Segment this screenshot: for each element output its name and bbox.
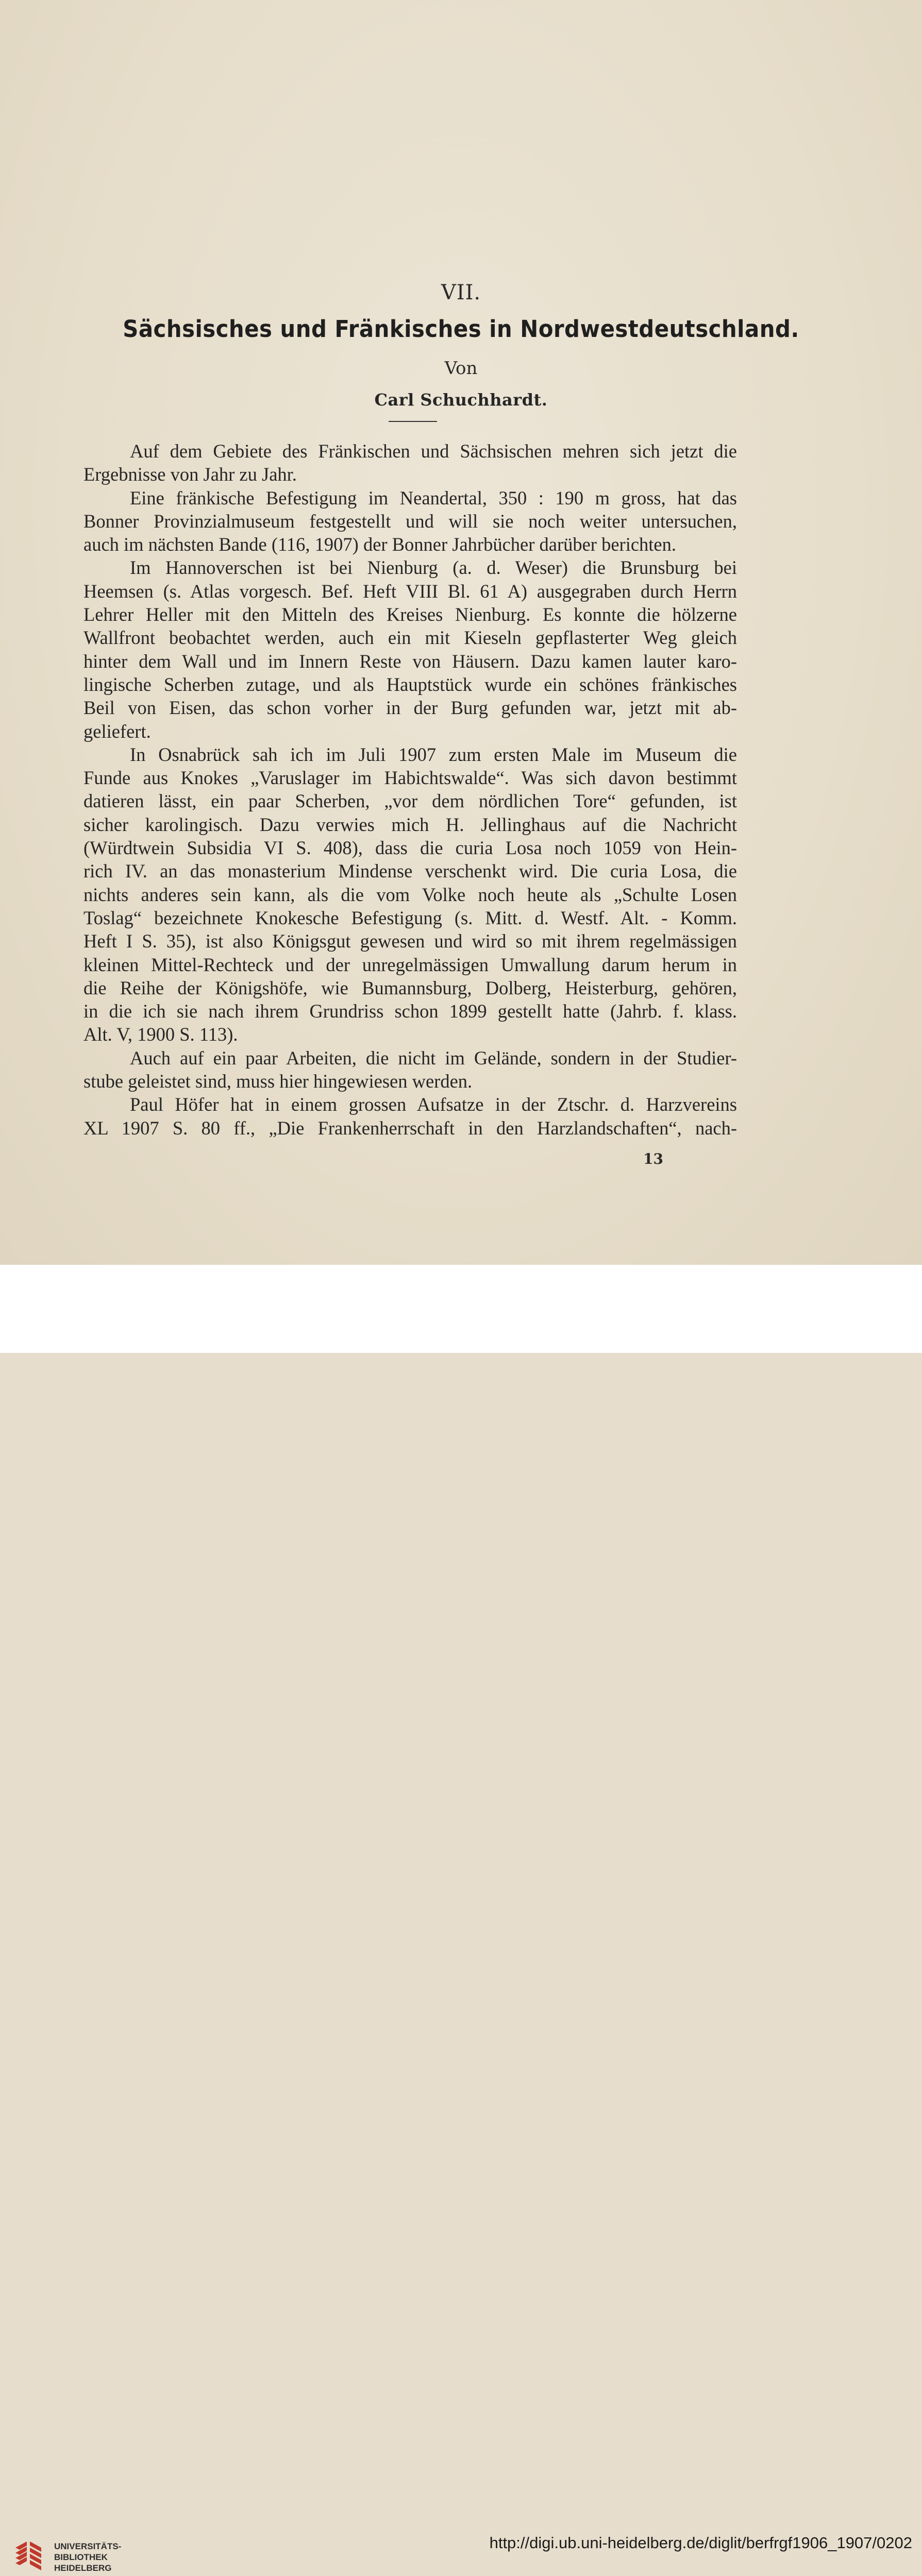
text-line: Funde aus Knokes „Varuslager im Habichtswalde“. Was sich davon bestimmt bbox=[83, 767, 737, 789]
chapter-number: VII. bbox=[441, 281, 481, 304]
text-line: Beil von Eisen, das schon vorher in der Burg gefunden war, jetzt mit ab- bbox=[83, 697, 737, 719]
library-name-line: BIBLIOTHEK bbox=[54, 2552, 108, 2562]
text-line: nichts anderes sein kann, als die vom Volke noch heute als „Schulte Losen bbox=[83, 884, 737, 905]
text-line: die Reihe der Königshöfe, wie Bumannsburg, Dolberg, Heisterburg, gehören, bbox=[83, 977, 737, 998]
text-line: Bonner Provinzialmuseum festgestellt und will sie noch weiter untersuchen, bbox=[83, 510, 737, 532]
body-text bbox=[83, 439, 737, 1140]
text-line: Lehrer Heller mit den Mitteln des Kreises Nienburg. Es konnte die hölzerne bbox=[83, 604, 737, 625]
text-line: kleinen Mittel-Rechteck und der unregelmässigen Umwallung darum herum in bbox=[83, 954, 737, 975]
footer-bar bbox=[0, 1265, 922, 2573]
text-line: XL 1907 S. 80 ff., „Die Frankenherrschaft in den Harzlandschaften“, nach- bbox=[83, 1117, 737, 1139]
author-name: Carl Schuchhardt. bbox=[374, 390, 548, 410]
text-line: lingische Scherben zutage, und als Hauptstück wurde ein schönes fränkisches bbox=[83, 673, 737, 695]
library-name-line: UNIVERSITÄTS- bbox=[54, 2541, 122, 2551]
byline: Von bbox=[444, 358, 478, 379]
text-line: Heemsen (s. Atlas vorgesch. Bef. Heft VIII Bl. 61 A) ausgegraben durch Herrn bbox=[83, 580, 737, 602]
text-line: Alt. V, 1900 S. 113). bbox=[83, 1024, 238, 1045]
text-line: Wallfront beobachtet werden, auch ein mit Kieseln gepflasterter Weg gleich bbox=[83, 627, 737, 649]
text-line: rich IV. an das monasterium Mindense verschenkt wird. Die curia Losa, die bbox=[83, 860, 737, 882]
text-line: Toslag“ bezeichnete Knokesche Befestigung (s. Mitt. d. Westf. Alt. - Komm. bbox=[83, 907, 737, 928]
library-name bbox=[54, 2541, 121, 2573]
article-title: Sächsisches und Fränkisches in Nordwestdeutschland. bbox=[123, 315, 799, 343]
text-line: stube geleistet sind, muss hier hingewiesen werden. bbox=[83, 1071, 473, 1092]
text-line: Ergebnisse von Jahr zu Jahr. bbox=[83, 464, 297, 485]
text-line: Eine fränkische Befestigung im Neandertal, 350 : 190 m gross, hat das bbox=[130, 487, 737, 509]
text-line: (Würdtwein Subsidia VI S. 408), dass die curia Losa noch 1059 von Hein- bbox=[83, 837, 737, 859]
text-line: Auch auf ein paar Arbeiten, die nicht im Gelände, sondern in der Studier- bbox=[130, 1047, 737, 1069]
library-logo-icon bbox=[11, 2532, 49, 2576]
text-line: hinter dem Wall und im Innern Reste von Häusern. Dazu kamen lauter karo- bbox=[83, 650, 737, 672]
text-line: In Osnabrück sah ich im Juli 1907 zum ersten Male im Museum die bbox=[130, 743, 737, 765]
text-line: geliefert. bbox=[83, 720, 151, 742]
text-line: Heft I S. 35), ist also Königsgut gewesen und wird so mit ihrem regelmässigen bbox=[83, 930, 737, 952]
text-line: in die ich sie nach ihrem Grundriss schon 1899 gestellt hatte (Jahrb. f. klass. bbox=[83, 1001, 737, 1022]
page-number: 13 bbox=[643, 1150, 663, 1167]
source-url[interactable]: http://digi.ub.uni-heidelberg.de/diglit/berfrgf1906_1907/0202 bbox=[489, 2534, 912, 2552]
text-line: Paul Höfer hat in einem grossen Aufsatze in der Ztschr. d. Harzvereins bbox=[130, 1094, 737, 1115]
title-rule bbox=[389, 421, 437, 422]
text-line: auch im nächsten Bande (116, 1907) der Bonner Jahrbücher darüber berichten. bbox=[83, 534, 676, 555]
text-line: datieren lässt, ein paar Scherben, „vor dem nördlichen Tore“ gefunden, ist bbox=[83, 790, 737, 812]
text-line: sicher karolingisch. Dazu verwies mich H. Jellinghaus auf die Nachricht bbox=[83, 814, 737, 835]
scanned-page bbox=[0, 0, 922, 1265]
text-line: Auf dem Gebiete des Fränkischen und Sächsischen mehren sich jetzt die bbox=[130, 440, 737, 462]
text-line: Im Hannoverschen ist bei Nienburg (a. d. Weser) die Brunsburg bei bbox=[130, 557, 737, 579]
library-name-line: HEIDELBERG bbox=[54, 2563, 112, 2573]
